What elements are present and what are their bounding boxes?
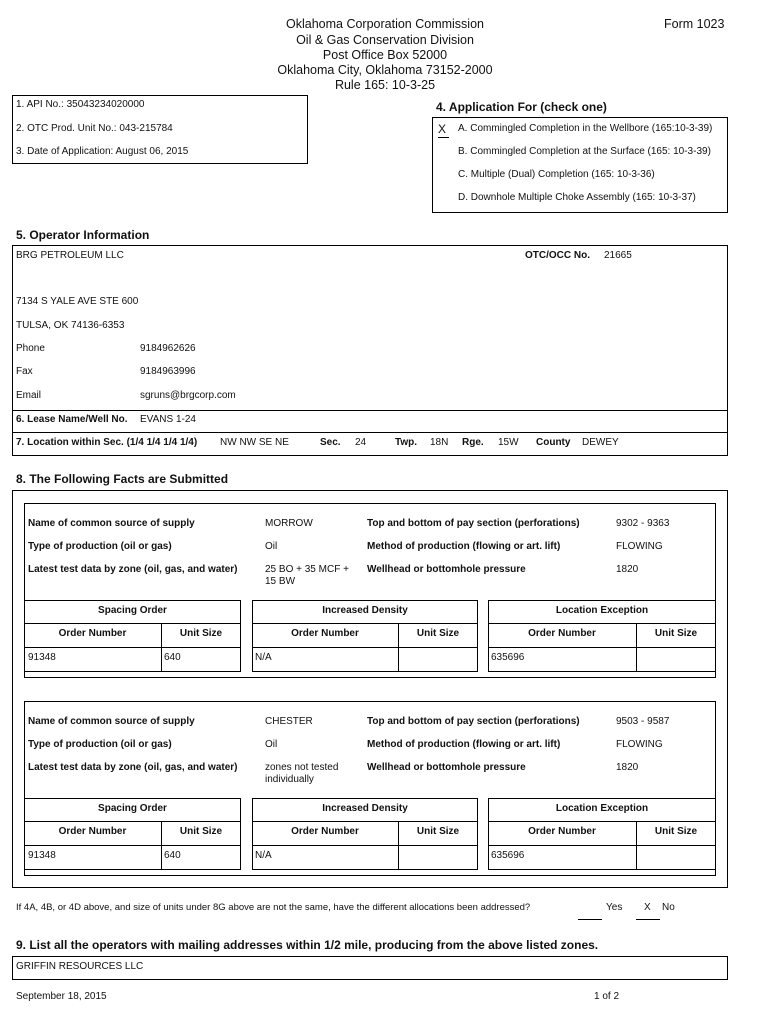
pay-label: Top and bottom of pay section (perforations) xyxy=(367,716,580,727)
spacing-order-number: 91348 xyxy=(28,850,56,861)
otc-occ-label: OTC/OCC No. xyxy=(525,250,590,261)
spacing-unit-size: 640 xyxy=(164,652,181,663)
section-label: Sec. xyxy=(320,437,341,448)
type-label: Type of production (oil or gas) xyxy=(28,541,172,552)
option-b: B. Commingled Completion at the Surface (165: 10-3-39) xyxy=(458,146,711,157)
otc-unit-number: 2. OTC Prod. Unit No.: 043-215784 xyxy=(16,123,173,134)
unit-size-header: Unit Size xyxy=(179,628,223,639)
section-value: 24 xyxy=(355,437,367,448)
no-label: No xyxy=(662,902,675,913)
email-label: Email xyxy=(16,390,42,401)
order-number-header: Order Number xyxy=(291,826,359,837)
table-divider xyxy=(252,821,478,822)
increased-density-header: Increased Density xyxy=(322,803,408,814)
order-number-header: Order Number xyxy=(58,826,127,837)
order-number-header: Order Number xyxy=(528,826,596,837)
order-number-header: Order Number xyxy=(58,628,127,639)
fax-value: 9184963996 xyxy=(140,366,196,377)
test-label: Latest test data by zone (oil, gas, and water) xyxy=(28,564,238,575)
check-line-a xyxy=(438,137,449,138)
method-label: Method of production (flowing or art. lift) xyxy=(367,541,561,552)
phone-label: Phone xyxy=(16,343,45,354)
pressure-value: 1820 xyxy=(616,564,639,575)
header-line-5: Rule 165: 10-3-25 xyxy=(334,78,436,92)
unit-size-header: Unit Size xyxy=(179,826,223,837)
spacing-order-number: 91348 xyxy=(28,652,56,663)
operators-title: 9. List all the operators with mailing addresses within 1/2 mile, producing from the above listed zones. xyxy=(16,938,599,952)
facts-title: 8. The Following Facts are Submitted xyxy=(16,472,229,486)
otc-occ-number: 21665 xyxy=(604,250,632,261)
source-value: MORROW xyxy=(265,518,313,529)
method-value: FLOWING xyxy=(616,541,663,552)
option-a: A. Commingled Completion in the Wellbore (165:10-3-39) xyxy=(458,123,713,134)
lease-label: 6. Lease Name/Well No. xyxy=(16,414,128,425)
operator-address-1: 7134 S YALE AVE STE 600 xyxy=(16,296,139,307)
header-line-1: Oklahoma Corporation Commission xyxy=(286,17,484,31)
header-line-4: Oklahoma City, Oklahoma 73152-2000 xyxy=(277,63,493,77)
operator-address-2: TULSA, OK 74136-6353 xyxy=(16,320,125,331)
county-value: DEWEY xyxy=(582,437,619,448)
location-exception-header: Location Exception xyxy=(555,803,649,814)
spacing-unit-size: 640 xyxy=(164,850,181,861)
table-divider xyxy=(24,647,241,648)
application-date: 3. Date of Application: August 06, 2015 xyxy=(16,146,189,157)
table-divider xyxy=(252,647,478,648)
yes-label: Yes xyxy=(606,902,623,913)
no-check-mark: X xyxy=(644,902,651,913)
order-number-header: Order Number xyxy=(528,628,596,639)
source-label: Name of common source of supply xyxy=(28,716,195,727)
email-value: sgruns@brgcorp.com xyxy=(140,390,236,401)
method-value: FLOWING xyxy=(616,739,663,750)
table-divider xyxy=(488,647,716,648)
unit-size-header: Unit Size xyxy=(416,628,460,639)
table-divider xyxy=(24,845,241,846)
type-label: Type of production (oil or gas) xyxy=(28,739,172,750)
unit-size-header: Unit Size xyxy=(654,628,698,639)
range-value: 15W xyxy=(498,437,519,448)
header-line-3: Post Office Box 52000 xyxy=(322,48,448,62)
operator-name: BRG PETROLEUM LLC xyxy=(16,250,124,261)
yes-blank xyxy=(578,919,602,920)
footer-date: September 18, 2015 xyxy=(16,991,107,1002)
location-exception-header: Location Exception xyxy=(555,605,649,616)
pressure-label: Wellhead or bottomhole pressure xyxy=(367,762,526,773)
township-value: 18N xyxy=(430,437,449,448)
spacing-order-header: Spacing Order xyxy=(98,803,167,814)
table-divider xyxy=(24,821,241,822)
order-number-header: Order Number xyxy=(291,628,359,639)
type-value: Oil xyxy=(265,541,278,552)
table-divider xyxy=(488,623,716,624)
allocation-question: If 4A, 4B, or 4D above, and size of units under 8G above are not the same, have the different allocations been addressed? xyxy=(16,902,531,913)
pay-label: Top and bottom of pay section (perforations) xyxy=(367,518,580,529)
table-divider xyxy=(488,845,716,846)
phone-value: 9184962626 xyxy=(140,343,196,354)
operator-title: 5. Operator Information xyxy=(16,228,150,242)
test-value: 25 BO + 35 MCF + 15 BW xyxy=(265,564,349,587)
unit-size-header: Unit Size xyxy=(416,826,460,837)
pressure-label: Wellhead or bottomhole pressure xyxy=(367,564,526,575)
density-order-number: N/A xyxy=(255,850,272,861)
location-value: NW NW SE NE xyxy=(220,437,289,448)
application-check-mark: X xyxy=(438,122,447,136)
table-divider xyxy=(252,623,478,624)
page-number: 1 of 2 xyxy=(594,991,620,1002)
lease-divider xyxy=(12,432,728,433)
table-divider xyxy=(252,845,478,846)
table-divider xyxy=(488,821,716,822)
township-label: Twp. xyxy=(395,437,418,448)
option-c: C. Multiple (Dual) Completion (165: 10-3-36) xyxy=(458,169,655,180)
option-d: D. Downhole Multiple Choke Assembly (165: 10-3-37) xyxy=(458,192,696,203)
spacing-order-header: Spacing Order xyxy=(98,605,167,616)
operator-entry: GRIFFIN RESOURCES LLC xyxy=(16,961,144,972)
lease-value: EVANS 1-24 xyxy=(140,414,196,425)
no-blank xyxy=(636,919,660,920)
header-line-2: Oil & Gas Conservation Division xyxy=(296,33,474,47)
source-label: Name of common source of supply xyxy=(28,518,195,529)
pressure-value: 1820 xyxy=(616,762,639,773)
type-value: Oil xyxy=(265,739,278,750)
source-value: CHESTER xyxy=(265,716,313,727)
table-divider xyxy=(24,623,241,624)
pay-value: 9503 - 9587 xyxy=(616,716,670,727)
exception-order-number: 635696 xyxy=(491,850,525,861)
form-number: Form 1023 xyxy=(664,17,725,31)
location-label: 7. Location within Sec. (1/4 1/4 1/4 1/4) xyxy=(16,437,198,448)
application-title: 4. Application For (check one) xyxy=(436,100,607,114)
fax-label: Fax xyxy=(16,366,33,377)
api-number: 1. API No.: 35043234020000 xyxy=(16,99,145,110)
exception-order-number: 635696 xyxy=(491,652,525,663)
density-order-number: N/A xyxy=(255,652,272,663)
pay-value: 9302 - 9363 xyxy=(616,518,670,529)
test-value: zones not tested individually xyxy=(265,762,339,785)
range-label: Rge. xyxy=(462,437,484,448)
unit-size-header: Unit Size xyxy=(654,826,698,837)
test-label: Latest test data by zone (oil, gas, and water) xyxy=(28,762,238,773)
county-label: County xyxy=(536,437,571,448)
increased-density-header: Increased Density xyxy=(322,605,408,616)
method-label: Method of production (flowing or art. lift) xyxy=(367,739,561,750)
